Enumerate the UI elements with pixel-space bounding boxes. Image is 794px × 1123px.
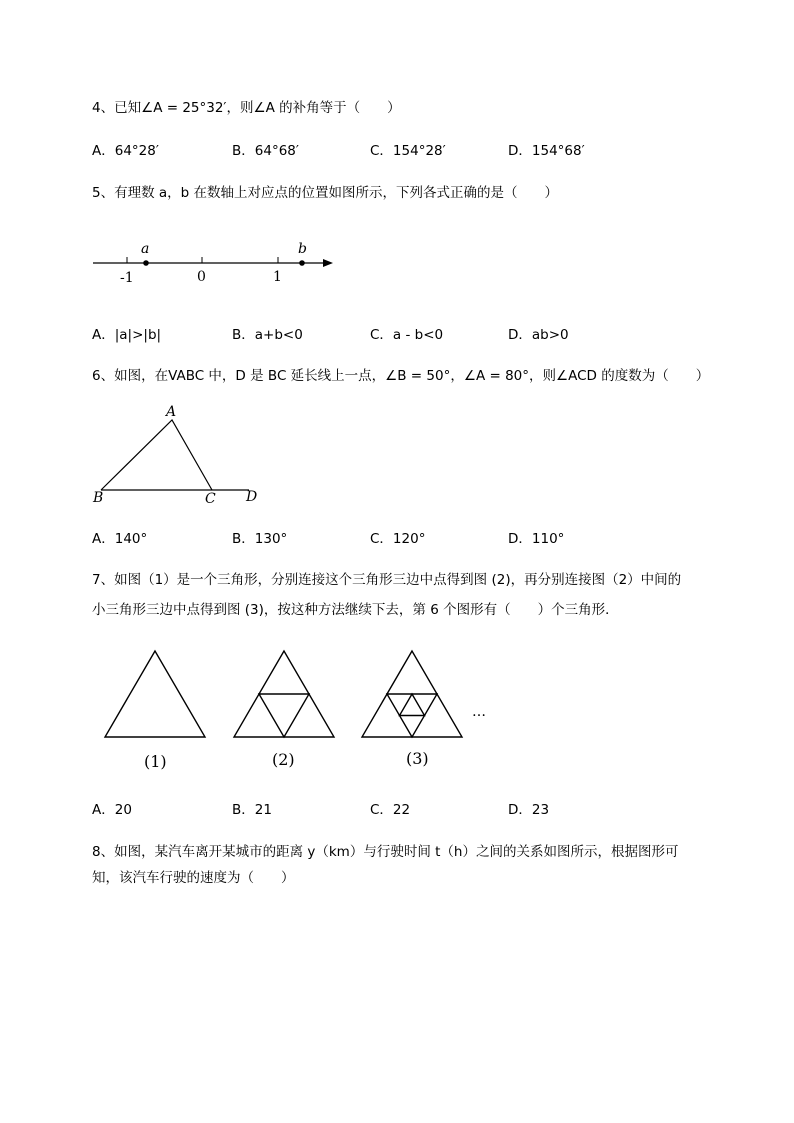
fig-ellipsis: … <box>472 704 486 720</box>
q5-option-c: C．a - b<0 <box>370 327 444 343</box>
fig1-triangle <box>105 651 205 737</box>
q6-stem: 6、如图，在VABC 中，D 是 BC 延长线上一点，∠B = 50°，∠A = 80°，则∠ACD 的度数为（ ） <box>92 368 710 384</box>
q6-option-c: C．120° <box>370 531 426 547</box>
q6-option-a: A．140° <box>92 531 148 547</box>
q7-option-a: A．20 <box>92 802 132 818</box>
q4-option-d: D．154°68′ <box>508 143 585 159</box>
q7-option-c: C．22 <box>370 802 411 818</box>
q4-option-a: A．64°28′ <box>92 143 159 159</box>
fig1-label: (1) <box>144 752 167 771</box>
number-line-arrow <box>323 259 333 267</box>
tick-neg1-label: -1 <box>120 270 134 286</box>
triangle-abc-sides <box>101 420 212 490</box>
q7-stem-line1: 7、如图（1）是一个三角形，分别连接这个三角形三边中点得到图 (2)，再分别连接图（2）中间的 <box>92 572 682 588</box>
q6-option-d: D．110° <box>508 531 565 547</box>
fig3-label: (3) <box>406 749 429 768</box>
vertex-c-label: C <box>205 491 216 507</box>
q8-stem-line2: 知，该汽车行驶的速度为（ ） <box>92 870 295 886</box>
q5-stem: 5、有理数 a，b 在数轴上对应点的位置如图所示，下列各式正确的是（ ） <box>92 185 559 201</box>
q7-option-b: B．21 <box>232 802 272 818</box>
q6-option-b: B．130° <box>232 531 288 547</box>
point-b-label: b <box>298 241 307 257</box>
point-b-dot <box>299 260 305 266</box>
q4-stem: 4、已知∠A = 25°32′，则∠A 的补角等于（ ） <box>92 100 401 116</box>
point-a-label: a <box>141 241 150 257</box>
tick-1-label: 1 <box>273 269 282 285</box>
fig2-label: (2) <box>272 750 295 769</box>
tick-0-label: 0 <box>197 269 206 285</box>
point-d-label: D <box>246 489 258 505</box>
q4-option-c: C．154°28′ <box>370 143 446 159</box>
q7-stem-line2: 小三角形三边中点得到图 (3)，按这种方法继续下去，第 6 个图形有（ ）个三角形． <box>92 602 619 618</box>
q5-option-a: A．|a|>|b| <box>92 327 162 343</box>
fig3-inner-triangle <box>400 694 425 716</box>
q4-option-b: B．64°68′ <box>232 143 299 159</box>
q8-stem-line1: 8、如图，某汽车离开某城市的距离 y（km）与行驶时间 t（h）之间的关系如图所示，根据图形可 <box>92 844 679 860</box>
fig2-middle-triangle <box>259 694 309 737</box>
q7-option-d: D．23 <box>508 802 550 818</box>
vertex-b-label: B <box>93 490 104 506</box>
point-a-dot <box>143 260 149 266</box>
vertex-a-label: A <box>166 404 177 420</box>
q5-option-b: B．a+b<0 <box>232 327 303 343</box>
q5-option-d: D．ab>0 <box>508 327 569 343</box>
